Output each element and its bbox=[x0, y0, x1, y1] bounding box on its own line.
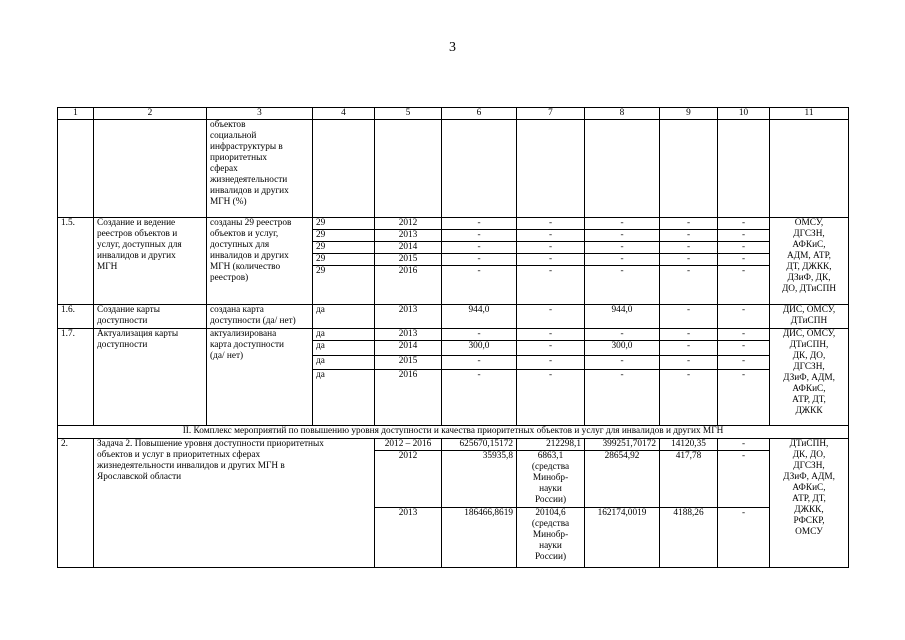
amount-cell: - bbox=[585, 254, 660, 266]
amount-cell: - bbox=[442, 329, 517, 341]
year-cell: 2015 bbox=[375, 254, 442, 266]
amount-cell: - bbox=[660, 230, 718, 242]
table-row bbox=[58, 439, 849, 451]
task-name: Задача 2. Повышение уровня доступности приоритетных объектов и услуг в приоритетных сферах жизнедеятельности инвалидов и других МГН в Ярославской области bbox=[94, 439, 375, 568]
amount-cell: 300,0 bbox=[442, 341, 517, 356]
amount-cell: - bbox=[718, 451, 770, 508]
table-row bbox=[58, 305, 849, 329]
amount-cell: - bbox=[660, 370, 718, 426]
amount-cell: - bbox=[718, 356, 770, 370]
column-number-row bbox=[58, 108, 849, 120]
amount-cell: - bbox=[517, 329, 585, 341]
table-row bbox=[58, 120, 849, 218]
table-row bbox=[58, 329, 849, 341]
amount-cell: 6863,1 (средства Минобр- науки России) bbox=[517, 451, 585, 508]
amount-cell: - bbox=[517, 370, 585, 426]
year-cell: 2016 bbox=[375, 370, 442, 426]
amount-cell: 212298,1 bbox=[517, 439, 585, 451]
executors-cell: ОМСУ, ДГСЗН, АФКиС, АДМ, АТР, ДТ, ДЖКК, ДЗиФ, ДК, ДО, ДТиСПН bbox=[770, 218, 849, 305]
amount-cell: - bbox=[585, 329, 660, 341]
amount-cell: - bbox=[718, 305, 770, 329]
amount-cell: - bbox=[517, 242, 585, 254]
amount-cell: - bbox=[718, 230, 770, 242]
amount-cell: - bbox=[660, 341, 718, 356]
amount-cell: - bbox=[660, 254, 718, 266]
amount-cell: - bbox=[585, 230, 660, 242]
amount-cell: 186466,8619 bbox=[442, 508, 517, 568]
amount-cell: - bbox=[718, 439, 770, 451]
section-heading-row bbox=[58, 426, 849, 439]
year-cell: 2013 bbox=[375, 508, 442, 568]
amount-cell: - bbox=[660, 266, 718, 305]
column-number: 1 bbox=[58, 108, 94, 120]
indicator-cell: созданы 29 реестров объектов и услуг, доступных для инвалидов и других МГН (количество реестров) bbox=[207, 218, 313, 305]
year-cell: 2012 bbox=[375, 451, 442, 508]
target-value: да bbox=[313, 356, 375, 370]
amount-cell: - bbox=[660, 356, 718, 370]
amount-cell: 4188,26 bbox=[660, 508, 718, 568]
year-cell: 2013 bbox=[375, 230, 442, 242]
column-number: 10 bbox=[718, 108, 770, 120]
amount-cell: - bbox=[517, 341, 585, 356]
target-value: 29 bbox=[313, 266, 375, 305]
amount-cell: 300,0 bbox=[585, 341, 660, 356]
indicator-cell: актуализирована карта доступности (да/ нет) bbox=[207, 329, 313, 426]
amount-cell: 35935,8 bbox=[442, 451, 517, 508]
amount-cell: - bbox=[718, 218, 770, 230]
amount-cell: 399251,70172 bbox=[585, 439, 660, 451]
amount-cell: - bbox=[718, 329, 770, 341]
year-cell: 2013 bbox=[375, 305, 442, 329]
item-name: Актуализация карты доступности bbox=[94, 329, 207, 426]
target-value: 29 bbox=[313, 242, 375, 254]
column-number: 6 bbox=[442, 108, 517, 120]
executors-cell: ДТиСПН, ДК, ДО, ДГСЗН, ДЗиФ, АДМ, АФКиС, АТР, ДТ, ДЖКК, РФСКР, ОМСУ bbox=[770, 439, 849, 568]
amount-cell: 625670,15172 bbox=[442, 439, 517, 451]
year-cell: 2012 bbox=[375, 218, 442, 230]
item-number: 2. bbox=[58, 439, 94, 568]
amount-cell: - bbox=[718, 254, 770, 266]
amount-cell: - bbox=[660, 305, 718, 329]
table-row bbox=[58, 218, 849, 230]
amount-cell: 944,0 bbox=[585, 305, 660, 329]
amount-cell: - bbox=[517, 356, 585, 370]
amount-cell: 162174,0019 bbox=[585, 508, 660, 568]
target-value: да bbox=[313, 305, 375, 329]
column-number: 2 bbox=[94, 108, 207, 120]
amount-cell: - bbox=[442, 242, 517, 254]
column-number: 8 bbox=[585, 108, 660, 120]
amount-cell: 944,0 bbox=[442, 305, 517, 329]
amount-cell: - bbox=[442, 218, 517, 230]
target-value: да bbox=[313, 370, 375, 426]
amount-cell: 417,78 bbox=[660, 451, 718, 508]
item-name: Создание карты доступности bbox=[94, 305, 207, 329]
year-cell: 2014 bbox=[375, 341, 442, 356]
target-value: 29 bbox=[313, 254, 375, 266]
program-table bbox=[57, 107, 849, 568]
amount-cell: - bbox=[442, 266, 517, 305]
amount-cell: 28654,92 bbox=[585, 451, 660, 508]
amount-cell: - bbox=[660, 242, 718, 254]
amount-cell: - bbox=[517, 230, 585, 242]
target-value: 29 bbox=[313, 230, 375, 242]
indicator-cell: создана карта доступности (да/ нет) bbox=[207, 305, 313, 329]
column-number: 11 bbox=[770, 108, 849, 120]
year-cell: 2013 bbox=[375, 329, 442, 341]
column-number: 4 bbox=[313, 108, 375, 120]
amount-cell: - bbox=[585, 218, 660, 230]
amount-cell: - bbox=[718, 341, 770, 356]
amount-cell: - bbox=[585, 242, 660, 254]
year-cell: 2012 – 2016 bbox=[375, 439, 442, 451]
amount-cell: - bbox=[585, 370, 660, 426]
column-number: 9 bbox=[660, 108, 718, 120]
executors-cell: ДИС, ОМСУ, ДТиСПН, ДК, ДО, ДГСЗН, ДЗиФ, АДМ, АФКиС, АТР, ДТ, ДЖКК bbox=[770, 329, 849, 426]
amount-cell: - bbox=[517, 218, 585, 230]
item-name: Создание и ведение реестров объектов и услуг, доступных для инвалидов и других МГН bbox=[94, 218, 207, 305]
amount-cell: - bbox=[442, 254, 517, 266]
item-number: 1.5. bbox=[58, 218, 94, 305]
column-number: 7 bbox=[517, 108, 585, 120]
amount-cell: - bbox=[517, 254, 585, 266]
target-value: да bbox=[313, 329, 375, 341]
amount-cell: - bbox=[585, 266, 660, 305]
target-value: да bbox=[313, 341, 375, 356]
amount-cell: - bbox=[517, 305, 585, 329]
amount-cell: - bbox=[718, 242, 770, 254]
page-number: 3 bbox=[449, 40, 456, 55]
amount-cell: - bbox=[442, 370, 517, 426]
column-number: 5 bbox=[375, 108, 442, 120]
item-number: 1.7. bbox=[58, 329, 94, 426]
executors-cell: ДИС, ОМСУ, ДТиСПН bbox=[770, 305, 849, 329]
amount-cell: - bbox=[718, 266, 770, 305]
year-cell: 2016 bbox=[375, 266, 442, 305]
amount-cell: 14120,35 bbox=[660, 439, 718, 451]
column-number: 3 bbox=[207, 108, 313, 120]
year-cell: 2015 bbox=[375, 356, 442, 370]
section-heading: II. Комплекс мероприятий по повышению уровня доступности и качества приоритетных объектов и услуг для инвалидов и других МГН bbox=[58, 426, 849, 439]
year-cell: 2014 bbox=[375, 242, 442, 254]
amount-cell: - bbox=[517, 266, 585, 305]
amount-cell: - bbox=[660, 218, 718, 230]
item-number: 1.6. bbox=[58, 305, 94, 329]
amount-cell: - bbox=[660, 329, 718, 341]
amount-cell: - bbox=[442, 356, 517, 370]
amount-cell: - bbox=[442, 230, 517, 242]
amount-cell: - bbox=[718, 508, 770, 568]
amount-cell: 20104,6 (средства Минобр- науки России) bbox=[517, 508, 585, 568]
amount-cell: - bbox=[718, 370, 770, 426]
amount-cell: - bbox=[585, 356, 660, 370]
indicator-cell: объектов социальной инфраструктуры в приоритетных сферах жизнедеятельности инвалидов и других МГН (%) bbox=[207, 120, 313, 218]
target-value: 29 bbox=[313, 218, 375, 230]
